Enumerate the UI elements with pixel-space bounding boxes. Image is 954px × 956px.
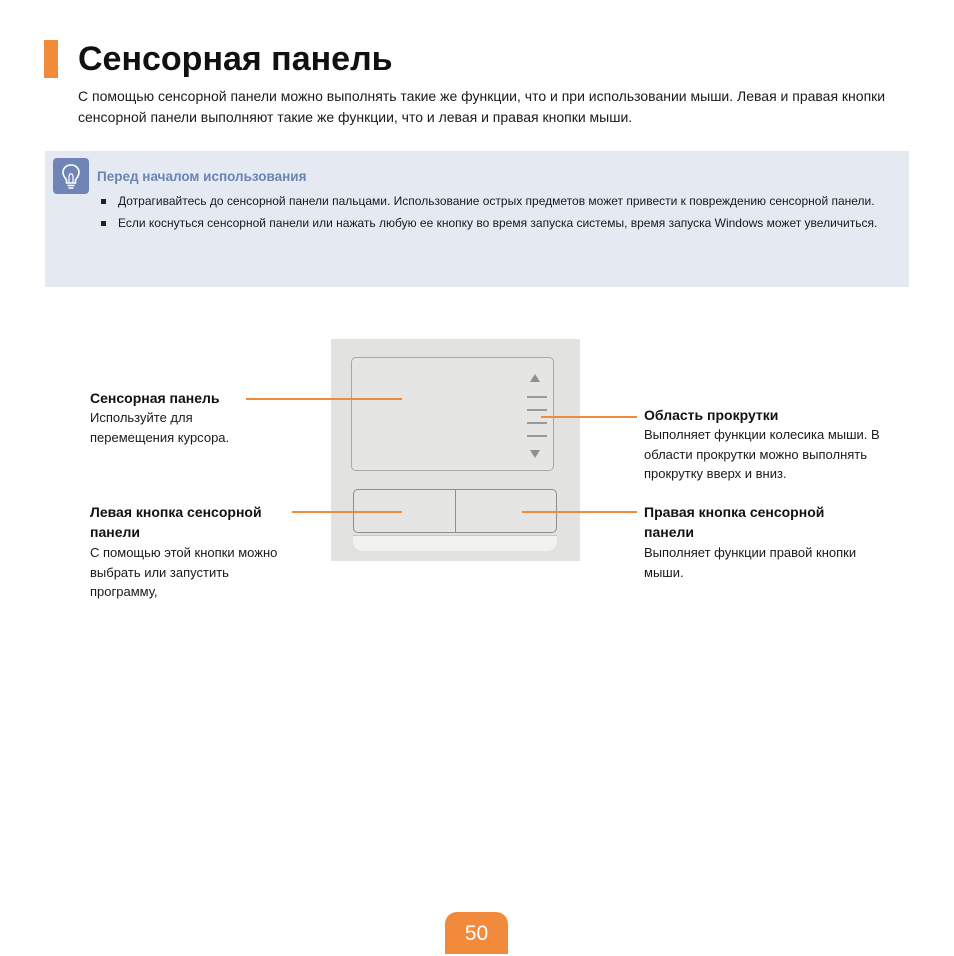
bullet <box>101 221 106 226</box>
right-button-callout-line <box>522 511 637 513</box>
left-button-callout-line <box>292 511 402 513</box>
note-item-text: Дотрагивайтесь до сенсорной панели пальцами. Использование острых предметов может привести к повреждению сенсорной панели. <box>118 194 875 208</box>
bullet <box>101 199 106 204</box>
touchpad-surface <box>351 357 554 471</box>
scroll-line <box>527 409 547 411</box>
title-accent-bar <box>44 40 58 78</box>
scroll-callout-line <box>541 416 637 418</box>
right-button-label-desc: Выполняет функции правой кнопки мыши. <box>644 545 857 580</box>
intro-paragraph: С помощью сенсорной панели можно выполнять такие же функции, что и при использовании мыши. Левая и правая кнопки сенсорной панели выполняют такие же функции, что и левая и правая кнопки мыши. <box>78 88 886 125</box>
note-title: Перед началом использования <box>97 169 307 184</box>
touchpad-illustration <box>331 339 580 561</box>
lightbulb-icon <box>53 158 89 194</box>
touchpad-label-desc: Используйте для перемещения курсора. <box>90 410 230 445</box>
note-list <box>97 192 907 236</box>
scroll-line <box>527 422 547 424</box>
scroll-down-arrow-icon <box>530 450 540 458</box>
scroll-line <box>527 435 547 437</box>
touchpad-label-title: Сенсорная панель <box>90 390 220 406</box>
note-item-text: Если коснуться сенсорной панели или нажать любую ее кнопку во время запуска системы, время запуска Windows может увеличиться. <box>118 216 878 230</box>
scroll-label-title: Область прокрутки <box>644 407 779 423</box>
page-title: Сенсорная панель <box>78 40 393 78</box>
touchpad-base <box>353 535 557 551</box>
left-button-label-desc: С помощью этой кнопки можно выбрать или запустить программу, <box>90 545 278 599</box>
left-button-label-title: Левая кнопка сенсорной панели <box>90 504 262 540</box>
page-number: 50 <box>445 912 508 954</box>
scroll-line <box>527 396 547 398</box>
touchpad-callout-line <box>246 398 402 400</box>
scroll-label-desc: Выполняет функции колесика мыши. В области прокрутки можно выполнять прокрутку вверх и вниз. <box>644 427 880 481</box>
note-box <box>45 151 909 287</box>
right-button-label-title: Правая кнопка сенсорной панели <box>644 504 825 540</box>
scroll-up-arrow-icon <box>530 374 540 382</box>
note-item <box>97 214 907 233</box>
note-item <box>97 192 907 211</box>
